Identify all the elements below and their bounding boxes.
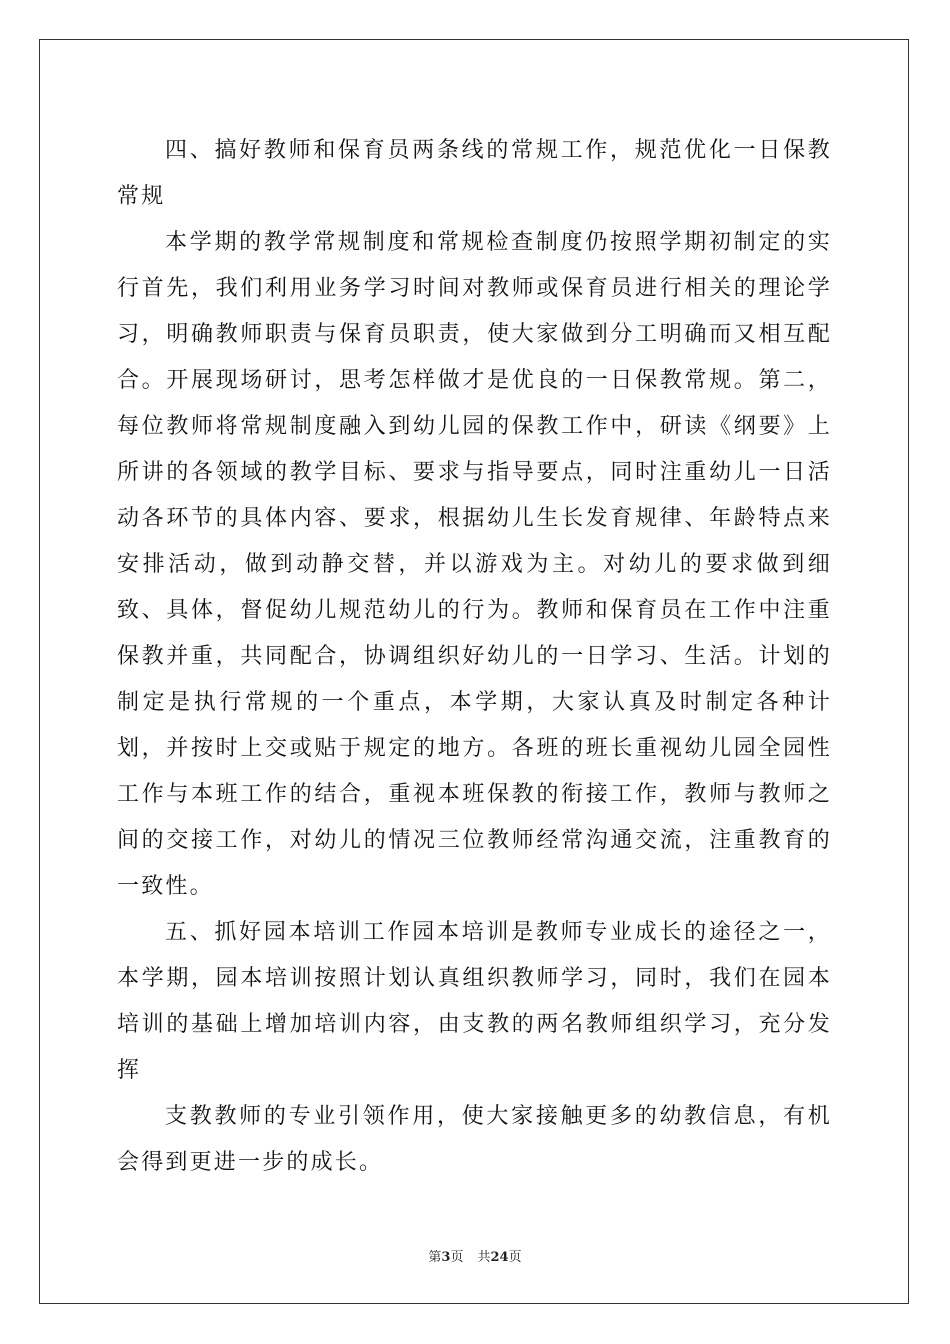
document-body — [117, 128, 832, 1186]
page-suffix: 页 — [450, 1250, 464, 1265]
page-footer — [0, 1246, 950, 1265]
section-heading-four: 四、搞好教师和保育员两条线的常规工作，规范优化一日保教常规 — [117, 138, 832, 209]
body-paragraph: 支教教师的专业引领作用，使大家接触更多的幼教信息，有机会得到更进一步的成长。 — [117, 1104, 832, 1175]
total-pages: 24 — [490, 1250, 509, 1265]
body-paragraph: 本学期的教学常规制度和常规检查制度仍按照学期初制定的实行首先，我们利用业务学习时间对教师或保育员进行相关的理论学习，明确教师职责与保育员职责，使大家做到分工明确而又相互配合。开展现场研讨，思考怎样做才是优良的一日保教常规。第二，每位教师将常规制度融入到幼儿园的保教工作中，研读《纲要》上所讲的各领域的教学目标、要求与指导要点，同时注重幼儿一日活动各环节的具体内容、要求，根据幼儿生长发育规律、年龄特点来安排活动，做到动静交替，并以游戏为主。对幼儿的要求做到细致、具体，督促幼儿规范幼儿的行为。教师和保育员在工作中注重保教并重，共同配合，协调组织好幼儿的一日学习、生活。计划的制定是执行常规的一个重点，本学期，大家认真及时制定各种计划，并按时上交或贴于规定的地方。各班的班长重视幼儿园全园性工作与本班工作的结合，重视本班保教的衔接工作，教师与教师之间的交接工作，对幼儿的情况三位教师经常沟通交流，注重教育的一致性。 — [117, 230, 832, 899]
page-prefix: 第 — [428, 1250, 442, 1265]
total-suffix: 页 — [508, 1250, 522, 1265]
section-heading-five: 五、抓好园本培训工作园本培训是教师专业成长的途径之一，本学期，园本培训按照计划认真组织教师学习，同时，我们在园本培训的基础上增加培训内容，由支教的两名教师组织学习，充分发挥 — [117, 920, 832, 1083]
total-prefix: 共 — [477, 1250, 491, 1265]
page-number: 3 — [441, 1250, 451, 1265]
